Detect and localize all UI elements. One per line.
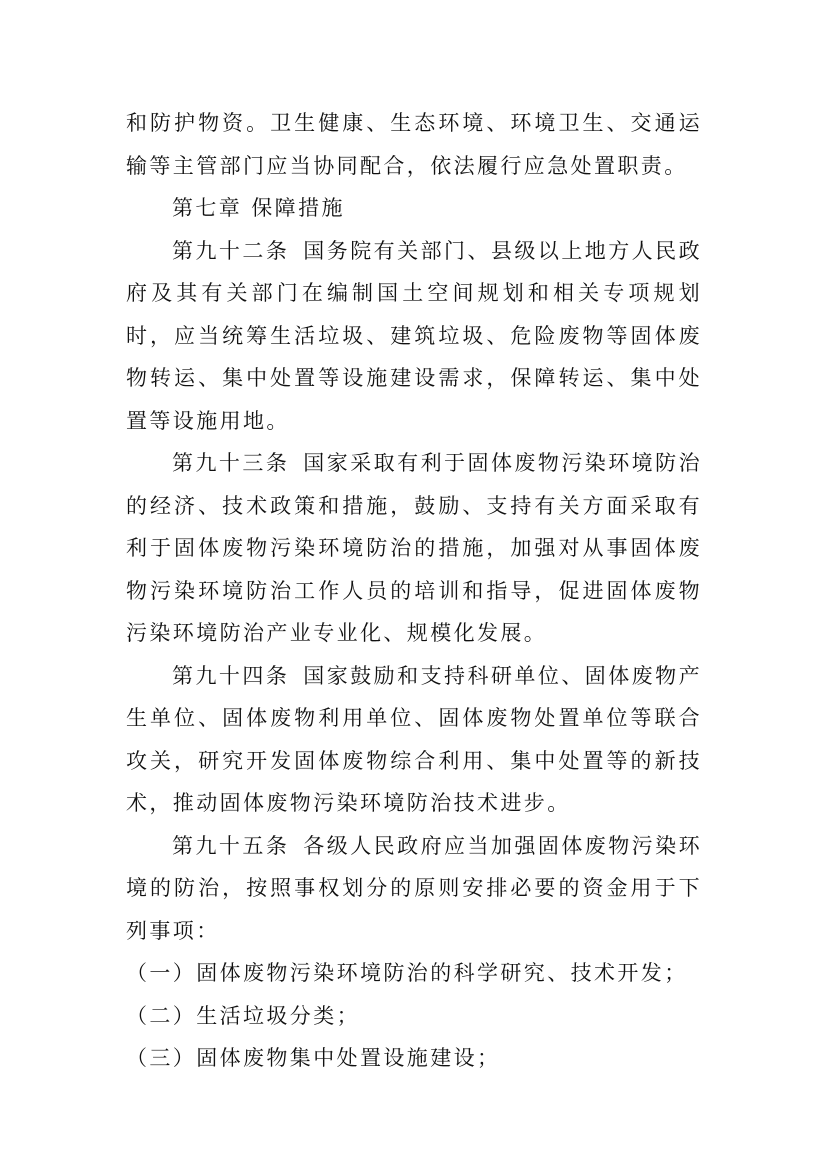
- article-number: 第九十三条: [172, 451, 290, 475]
- article-95: [126, 825, 702, 953]
- article-text: 国务院有关部门、县级以上地方人民政府及其有关部门在编制国土空间规划和相关专项规划时，应当统筹生活垃圾、建筑垃圾、危险废物等固体废物转运、集中处置等设施建设需求，保障转运、集中处置等设施用地。: [126, 238, 703, 433]
- chapter-heading: 第七章 保障措施: [172, 196, 345, 220]
- article-93: [126, 442, 702, 655]
- list-item: （三）固体废物集中处置设施建设；: [126, 1046, 501, 1070]
- document-body: [126, 102, 702, 1080]
- article-92: [126, 230, 702, 443]
- article-number: 第九十二条: [172, 238, 290, 263]
- article-94: [126, 655, 702, 825]
- article-text: 各级人民政府应当加强固体废物污染环境的防治，按照事权划分的原则安排必要的资金用于下列事项：: [126, 833, 703, 943]
- article-text: 国家采取有利于固体废物污染环境防治的经济、技术政策和措施，鼓励、支持有关方面采取有利于固体废物污染环境防治的措施，加强对从事固体废物污染环境防治工作人员的培训和指导，促进固体废物污染环境防治产业专业化、规模化发展。: [126, 451, 703, 645]
- list-item: （一）固体废物污染环境防治的科学研究、技术开发；: [126, 961, 688, 985]
- continuation-paragraph: 和防护物资。卫生健康、生态环境、环境卫生、交通运输等主管部门应当协同配合，依法履行应急处置职责。: [126, 111, 702, 178]
- list-item: （二）生活垃圾分类；: [126, 1003, 360, 1028]
- article-number: 第九十五条: [172, 833, 290, 858]
- article-number: 第九十四条: [172, 663, 290, 688]
- article-text: 国家鼓励和支持科研单位、固体废物产生单位、固体废物利用单位、固体废物处置单位等联合攻关，研究开发固体废物综合利用、集中处置等的新技术，推动固体废物污染环境防治技术进步。: [126, 663, 703, 815]
